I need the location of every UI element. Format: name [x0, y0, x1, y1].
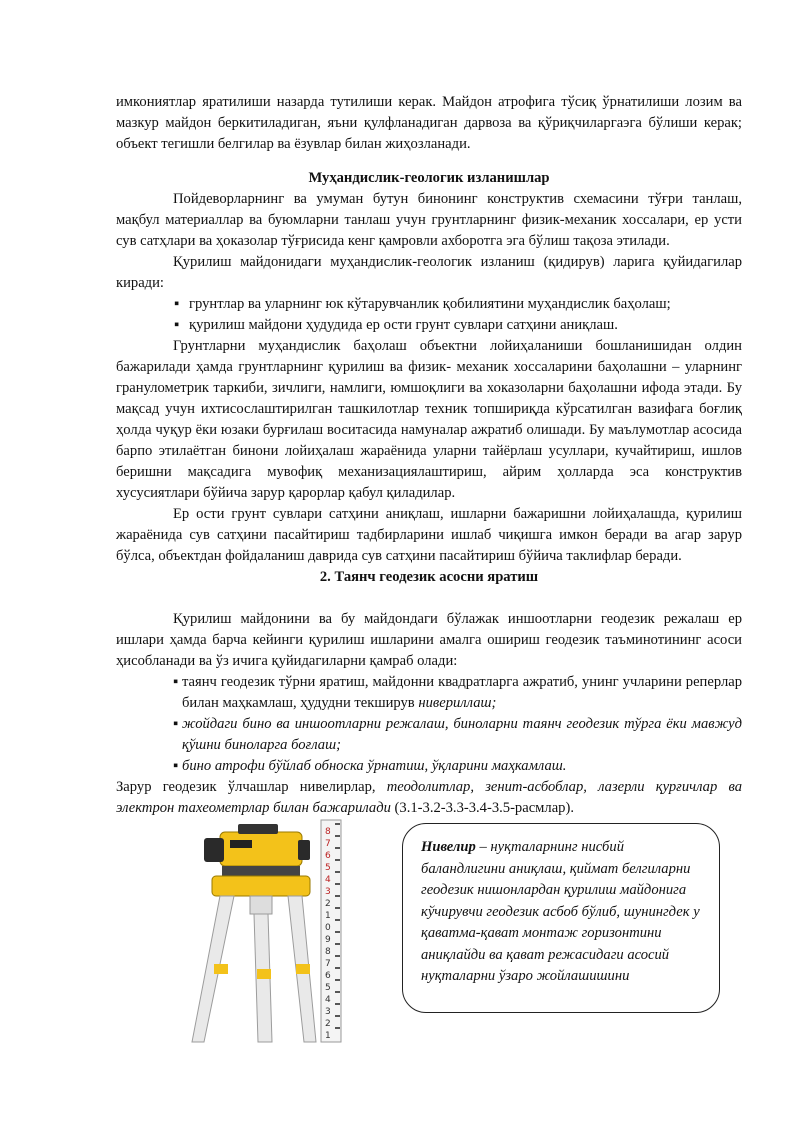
- bullet-icon: ▪: [173, 674, 179, 690]
- section-title-geodesy: 2. Таянч геодезик асосни яратиш: [319, 569, 539, 585]
- callout-term: Нивелир: [421, 839, 476, 855]
- svg-text:2: 2: [325, 1019, 331, 1029]
- paragraph: Пойдеворларнинг ва умуман бутун бинонинг конструктив схемасини тўғри танлаш, мақбул материаллар ва буюмларни танлаш учун грунтларнинг физик-механик хоссалари, ер усти сув сатҳлари ва ҳоказолар тўғрисида кенг қамровли ахборотга эга бўлиш тақоза этилади.: [116, 191, 742, 249]
- closing-paragraph: Зарур геодезик ўлчашлар нивелирлар, теодолитлар, зенит-асбоблар, лазерли қурғичлар ва электрон тахеометрлар билан бажарилади (3.1-3.2-3.3-3.4-3.5-расмлар).: [116, 779, 742, 816]
- list-item: ▪ бино атрофи бўйлаб обноска ўрнатиш, ўқларини маҳкамлаш.: [116, 756, 742, 777]
- svg-text:1: 1: [325, 1031, 331, 1041]
- paragraph: Қурилиш майдонидаги муҳандислик-геологик изланиш (қидирув) ларига қуйидагилар киради:: [116, 254, 742, 291]
- svg-text:2: 2: [325, 899, 331, 909]
- paragraph: Грунтларни муҳандислик баҳолаш объектни лойиҳаланиши бошланишидан олдин бажарилади ҳамда грунтларнинг қурилиш ва физик- механик хоссаларини баҳолашни – уларнинг гранулометрик таркиби, зичлиги, намлиги, юмшоқлиги ва хоказоларни баҳолашни ифода этади. Бу мақсад учун ихтисослаштирилган ташкилотлар техник топшириқда кўрсатилган вазифага боғлиқ ҳолда чуқур ёки юзаки бурғилаш воситасида намуналар ажратиб олишади. Бу маълумотлар асосида барпо этилаётган бинони лойиҳалаш жараёнида уларни тайёрлаш усуллари, кучайтириш, ишлов беришни мақсадига мувофиқ механизациялаштириш, айрим ҳолларда эса конструктив хусусиятлари бўйича зарур қарорлар қабул қиладилар.: [116, 338, 742, 501]
- svg-text:6: 6: [325, 971, 331, 981]
- svg-text:9: 9: [325, 935, 331, 945]
- bullet-icon: ▪: [173, 716, 179, 732]
- svg-text:8: 8: [325, 827, 331, 837]
- svg-text:3: 3: [325, 1007, 331, 1017]
- paragraph: Қурилиш майдонини ва бу майдондаги бўлажак иншоотларни геодезик режалаш ер ишлари ҳамда барча кейинги қурилиш ишларини амалга ошириш геодезик таъминотининг асоси ҳисобланади ва ўз ичига қуйидагиларни қамраб олади:: [116, 611, 742, 669]
- callout-text: – нуқталарнинг нисбий баландлигини аниқлаш, қиймат белгиларни геодезик нишонлардан қурилиш майдонига кўчирувчи геодезик асбоб бўлиб, шунингдек у қаватма-қават монтаж горизонтини аниқлайди ва қават режасидаги асосий нуқталарни ўзаро жойлашишини: [421, 839, 700, 984]
- svg-text:5: 5: [325, 863, 331, 873]
- svg-text:7: 7: [325, 839, 331, 849]
- svg-text:8: 8: [325, 947, 331, 957]
- svg-text:4: 4: [325, 875, 331, 885]
- bullet-icon: ▪: [173, 758, 179, 774]
- bullet-icon: ▪: [174, 317, 180, 333]
- level-instrument-figure: [190, 814, 360, 1044]
- top-paragraph: имкониятлар яратилиши назарда тутилиши керак. Майдон атрофига тўсиқ ўрнатилиши лозим ва мазкур майдон беркитиладиган, яъни қулфланадиган дарвоза ва қўриқчиларгаэга бўлиши керак; объект тегишли белгилар ва ёзувлар билан жиҳозланади.: [116, 94, 742, 152]
- document-body: [116, 92, 742, 819]
- section-title-geology: Муҳандислик-геологик изланишлар: [308, 170, 550, 186]
- svg-text:6: 6: [325, 851, 331, 861]
- bullet-list: [116, 672, 742, 777]
- svg-text:1: 1: [325, 911, 331, 921]
- svg-text:5: 5: [325, 983, 331, 993]
- bullet-icon: ▪: [174, 296, 180, 312]
- list-item: ▪ қурилиш майдони ҳудудида ер ости грунт сувлари сатҳини аниқлаш.: [116, 315, 742, 336]
- list-item: ▪ грунтлар ва уларнинг юк кўтарувчанлик қобилиятини муҳандислик баҳолаш;: [116, 294, 742, 315]
- svg-text:4: 4: [325, 995, 331, 1005]
- svg-text:3: 3: [325, 887, 331, 897]
- definition-callout: [402, 823, 720, 1013]
- level-instrument-icon: [190, 814, 360, 1044]
- list-item: ▪ жойдаги бино ва иншоотларни режалаш, биноларни таянч геодезик тўрга ёки мавжуд қўшни биноларга боғлаш;: [173, 716, 742, 753]
- bullet-list: [116, 294, 742, 336]
- list-item: ▪ таянч геодезик тўрни яратиш, майдонни квадратларга ажратиб, унинг учларини реперлар билан маҳкамлаш, ҳудудни текширув нивериллаш;: [173, 674, 742, 711]
- svg-text:0: 0: [325, 923, 331, 933]
- svg-text:7: 7: [325, 959, 331, 969]
- paragraph: Ер ости грунт сувлари сатҳини аниқлаш, ишларни бажаришни лойиҳалашда, қурилиш жараёнида сув сатҳини пасайтириш тадбирларини ишлаб чиқишга имкон беради ва агар зарур бўлса, объектдан фойдаланиш даврида сув сатҳини пасайтириш бўйича таклифлар беради.: [116, 506, 742, 564]
